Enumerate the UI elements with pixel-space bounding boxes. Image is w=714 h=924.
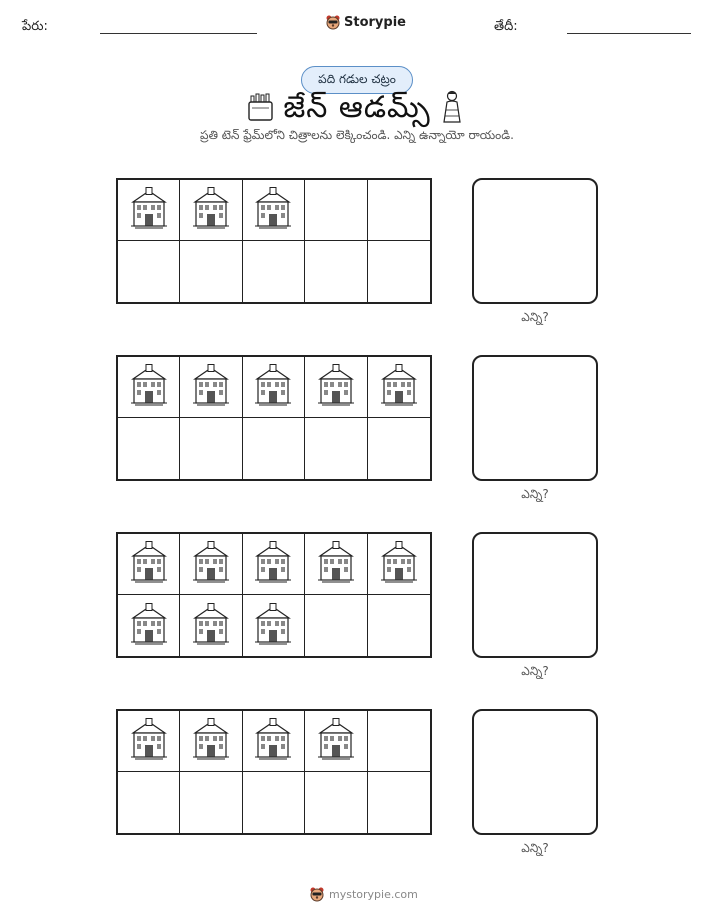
hull-house-building-icon xyxy=(253,718,293,764)
ten-frame-cell xyxy=(305,418,367,479)
instructions: ప్రతి టెన్ ఫ్రేమ్‌లోని చిత్రాలను లెక్కించండి. ఎన్ని ఉన్నాయో రాయండి. xyxy=(200,128,514,142)
worksheet-title: జేన్ ఆడమ్స్ xyxy=(283,90,431,125)
hull-house-building-icon xyxy=(129,364,169,410)
ten-frame-cell xyxy=(180,357,242,418)
ten-frame-cell xyxy=(118,180,180,241)
ten-frame-cell xyxy=(368,357,430,418)
ten-frame-cell xyxy=(118,534,180,595)
ten-frame-cell xyxy=(368,418,430,479)
hull-house-building-icon xyxy=(379,364,419,410)
brand-logo xyxy=(325,14,406,30)
storypie-bear-icon xyxy=(325,14,341,30)
hull-house-building-icon xyxy=(191,603,231,649)
ten-frame-cell xyxy=(243,772,305,833)
ten-frame-cell xyxy=(368,772,430,833)
ten-frame-cell xyxy=(180,595,242,656)
ten-frame-cell xyxy=(305,180,367,241)
answer-box[interactable] xyxy=(472,709,598,835)
hull-house-building-icon xyxy=(316,541,356,587)
hull-house-building-icon xyxy=(191,187,231,233)
ten-frame-cell xyxy=(368,241,430,302)
ten-frame-cell xyxy=(180,711,242,772)
ten-frame-cell xyxy=(243,241,305,302)
ten-frame-cell xyxy=(368,180,430,241)
ten-frame xyxy=(116,355,432,481)
hull-house-building-icon xyxy=(129,187,169,233)
ten-frame xyxy=(116,709,432,835)
hull-house-building-icon xyxy=(379,541,419,587)
answer-prompt: ఎన్ని? xyxy=(521,841,549,855)
ten-frame-cell xyxy=(305,595,367,656)
footer-site: mystorypie.com xyxy=(329,887,418,901)
name-line[interactable] xyxy=(100,33,257,34)
hull-house-building-icon xyxy=(129,603,169,649)
answer-box[interactable] xyxy=(472,178,598,304)
ten-frame xyxy=(116,178,432,304)
hull-house-building-icon xyxy=(191,364,231,410)
storypie-bear-icon xyxy=(309,886,325,902)
hull-house-building-icon xyxy=(253,187,293,233)
ten-frame-cell xyxy=(243,711,305,772)
answer-prompt: ఎన్ని? xyxy=(521,487,549,501)
jane-addams-figure-icon xyxy=(440,90,464,128)
answer-box[interactable] xyxy=(472,355,598,481)
ten-frame-cell xyxy=(118,418,180,479)
ten-frame-cell xyxy=(118,357,180,418)
answer-box[interactable] xyxy=(472,532,598,658)
hull-house-building-icon xyxy=(129,541,169,587)
ten-frame-cell xyxy=(118,595,180,656)
ten-frame-cell xyxy=(180,418,242,479)
hull-house-building-icon xyxy=(316,364,356,410)
ten-frame-cell xyxy=(243,357,305,418)
ten-frame-cell xyxy=(243,534,305,595)
ten-frame-cell xyxy=(180,180,242,241)
answer-prompt: ఎన్ని? xyxy=(521,310,549,324)
ten-frame-cell xyxy=(368,595,430,656)
ten-frame-cell xyxy=(180,534,242,595)
hull-house-building-icon xyxy=(129,718,169,764)
hull-house-building-icon xyxy=(253,364,293,410)
hull-house-building-icon xyxy=(316,718,356,764)
ten-frame-cell xyxy=(368,534,430,595)
ten-frame-cell xyxy=(118,241,180,302)
ten-frame-cell xyxy=(180,772,242,833)
hull-house-building-icon xyxy=(191,541,231,587)
ten-frame-cell xyxy=(180,241,242,302)
hull-house-building-icon xyxy=(191,718,231,764)
date-line[interactable] xyxy=(567,33,691,34)
ten-frame-cell xyxy=(243,595,305,656)
ten-frame-cell xyxy=(368,711,430,772)
ten-frame-cell xyxy=(243,418,305,479)
footer-brand xyxy=(309,886,418,902)
name-label: పేరు: xyxy=(22,19,48,34)
ten-frame-cell xyxy=(305,534,367,595)
worksheet-badge: పది గడుల చట్రం xyxy=(301,66,413,94)
date-label: తేదీ: xyxy=(494,19,518,34)
brand-name: Storypie xyxy=(344,14,406,30)
crayon-box-icon xyxy=(247,92,275,126)
ten-frame-cell xyxy=(305,772,367,833)
hull-house-building-icon xyxy=(253,603,293,649)
ten-frame xyxy=(116,532,432,658)
ten-frame-cell xyxy=(305,241,367,302)
ten-frame-cell xyxy=(243,180,305,241)
ten-frame-cell xyxy=(118,772,180,833)
hull-house-building-icon xyxy=(253,541,293,587)
answer-prompt: ఎన్ని? xyxy=(521,664,549,678)
ten-frame-cell xyxy=(305,357,367,418)
ten-frame-cell xyxy=(118,711,180,772)
ten-frame-cell xyxy=(305,711,367,772)
